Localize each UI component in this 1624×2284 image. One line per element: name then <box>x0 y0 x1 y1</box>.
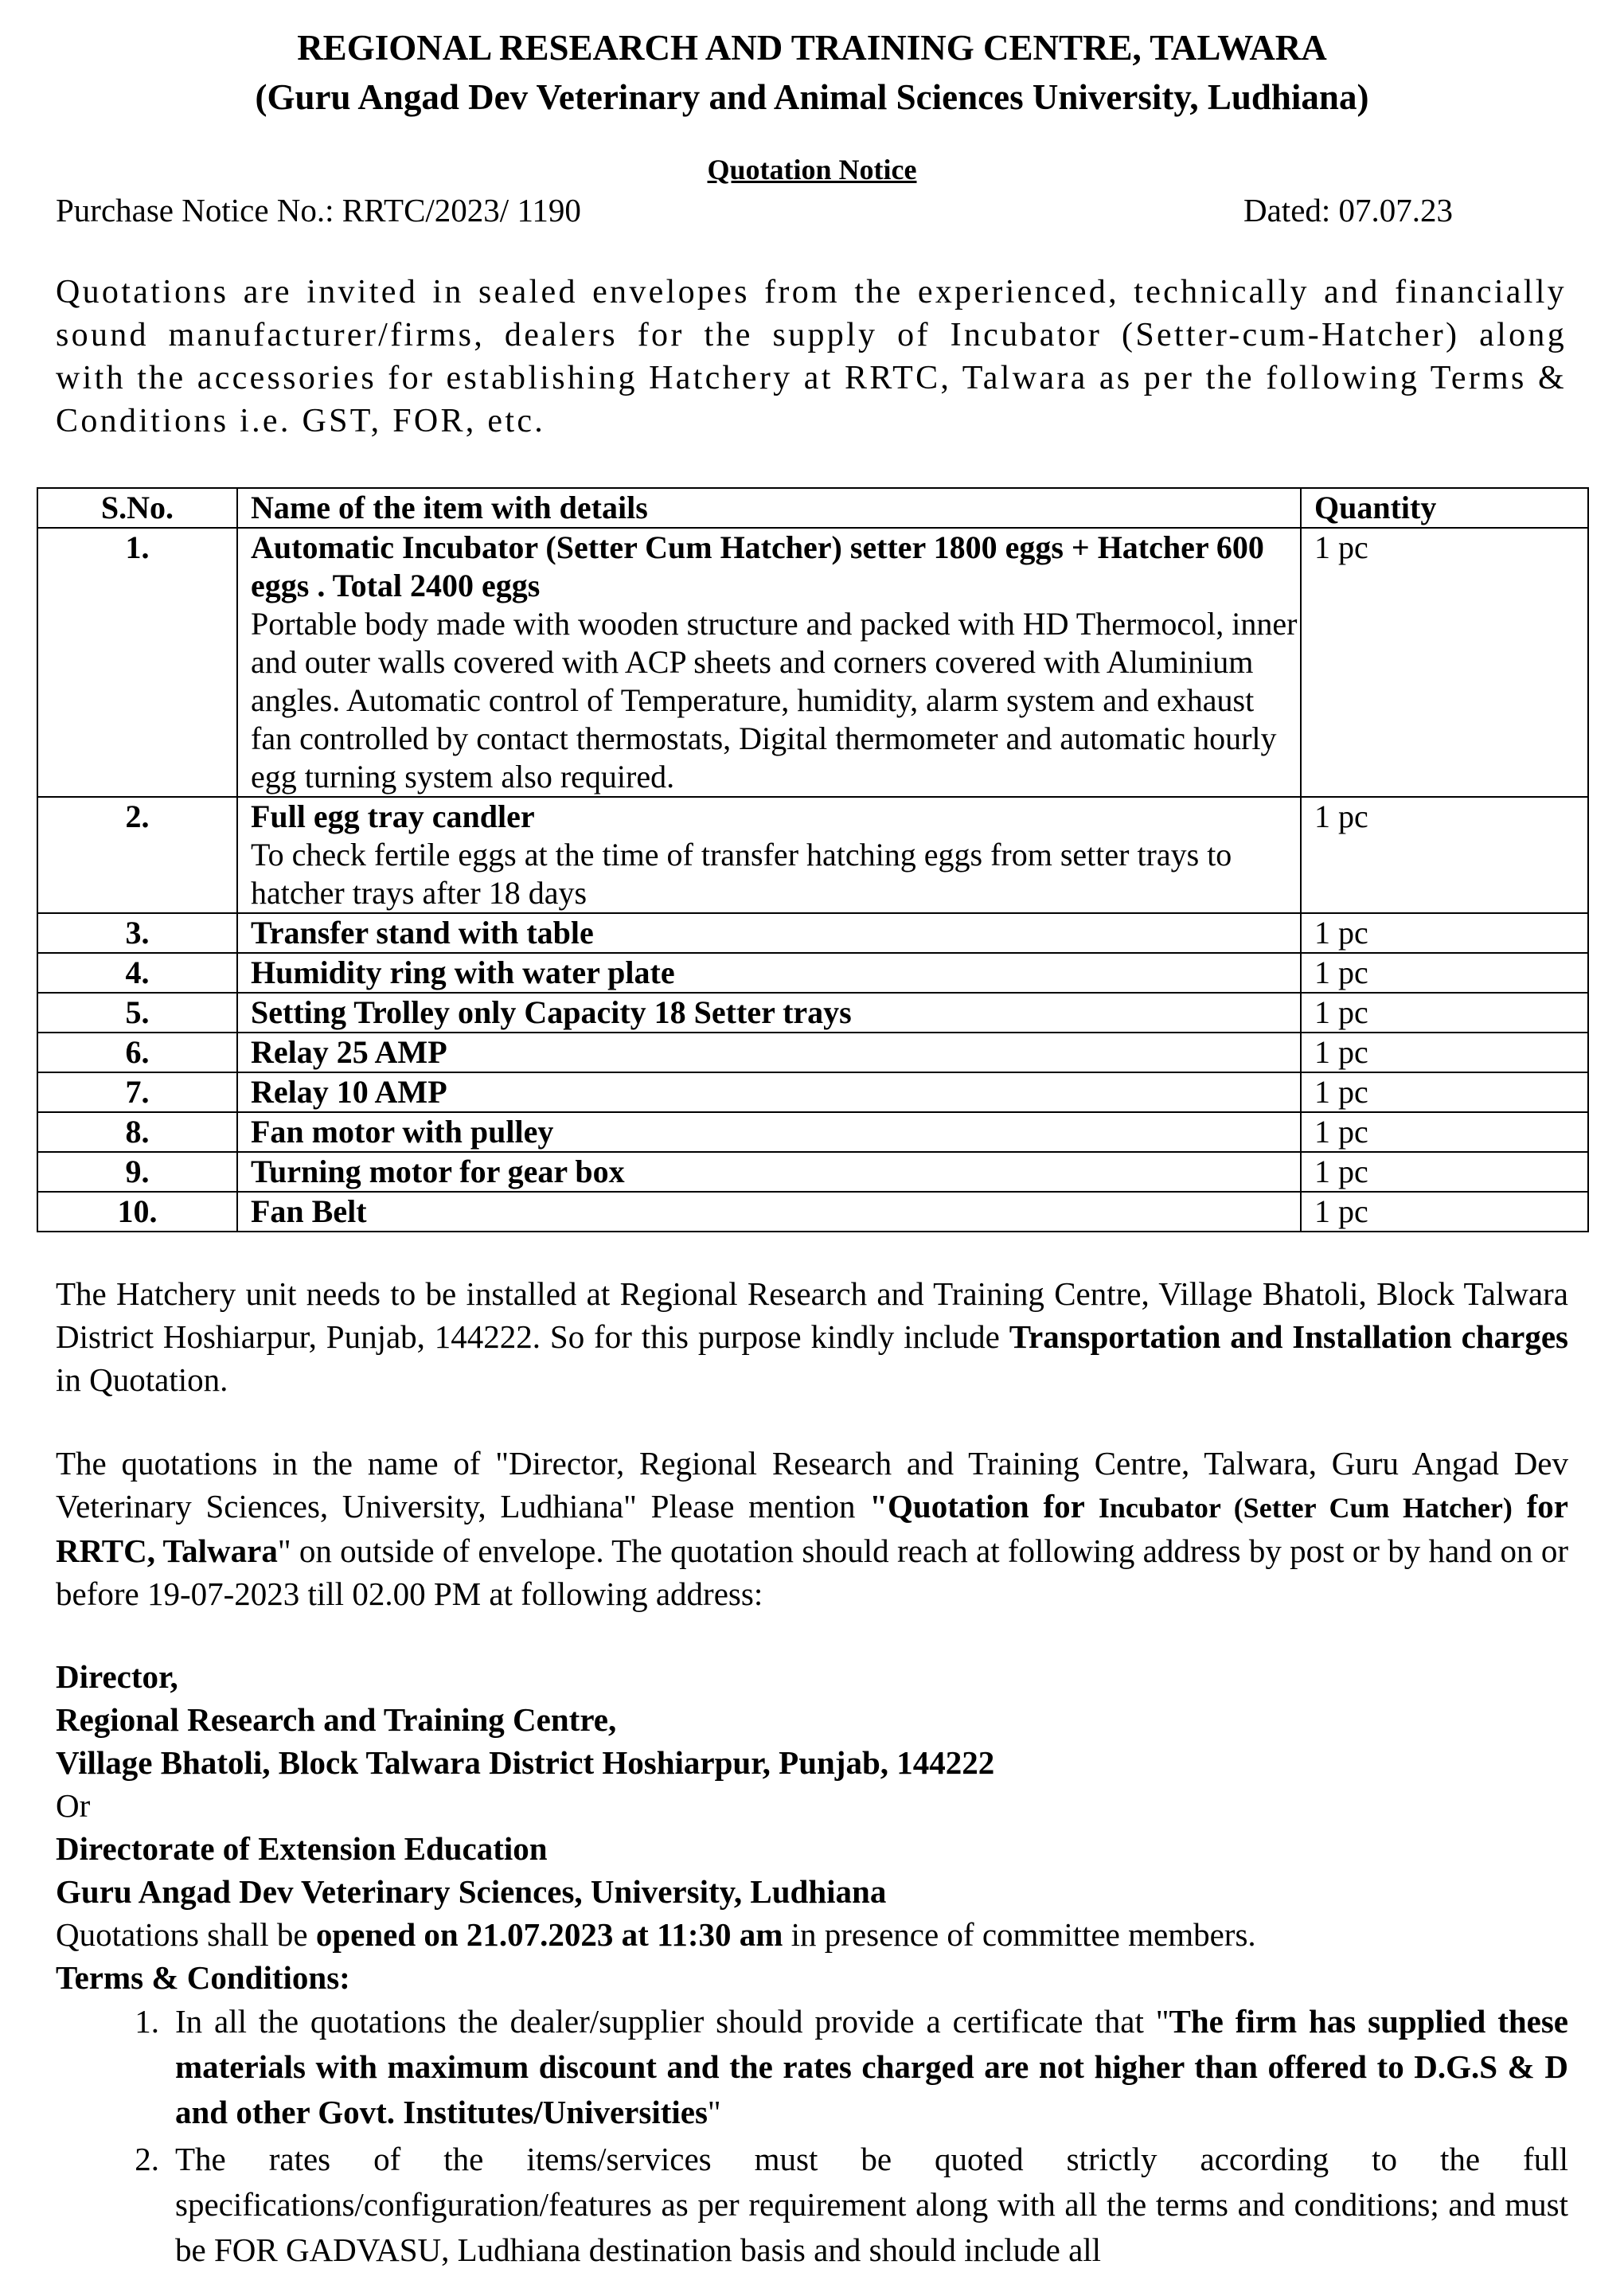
address-line: Regional Research and Training Centre, <box>56 1701 617 1738</box>
row-sno: 10. <box>37 1192 237 1232</box>
row-qty: 1 pc <box>1301 528 1588 797</box>
row-item-name: Fan motor with pulley <box>237 1112 1301 1152</box>
or-separator: Or <box>56 1787 91 1824</box>
table-row <box>37 797 1588 913</box>
row-item-name: Setting Trolley only Capacity 18 Setter trays <box>237 993 1301 1033</box>
quotation-bold-1: "Quotation for <box>869 1488 1099 1525</box>
table-row <box>37 953 1588 993</box>
row-qty: 1 pc <box>1301 1072 1588 1112</box>
notice-type: Quotation Notice <box>707 154 917 185</box>
row-qty: 1 pc <box>1301 1152 1588 1192</box>
quotation-bold-3: for RRTC, Talwara <box>56 1488 1569 1569</box>
table-header-row <box>37 488 1588 528</box>
quotation-paragraph <box>56 1442 1568 1615</box>
opening-end: in presence of committee members. <box>783 1916 1256 1953</box>
address-line: Guru Angad Dev Veterinary Sciences, University, Ludhiana <box>56 1873 887 1910</box>
row-sno: 1. <box>37 528 237 797</box>
terms-list <box>56 1999 1568 2273</box>
table-row <box>37 1033 1588 1072</box>
row-item <box>237 528 1301 797</box>
row-qty: 1 pc <box>1301 1033 1588 1072</box>
table-row <box>37 993 1588 1033</box>
row-sno: 4. <box>37 953 237 993</box>
terms-heading: Terms & Conditions: <box>56 1959 350 1996</box>
row-sno: 2. <box>37 797 237 913</box>
opening-line <box>56 1913 1256 1956</box>
installation-text: The Hatchery unit needs to be installed at Regional Research and Training Centre, Village Bhatoli, Block Talwara District Hoshiarpur, Punjab, 144222. So for this purpose kindly include <box>56 1275 1568 1355</box>
row-item-name: Full egg tray candler <box>251 798 535 834</box>
opening-bold: opened on 21.07.2023 at 11:30 am <box>315 1916 783 1953</box>
table-row <box>37 1192 1588 1232</box>
table-row <box>37 1072 1588 1112</box>
row-item-name: Automatic Incubator (Setter Cum Hatcher) setter 1800 eggs + Hatcher 600 eggs . Total 2400 eggs <box>251 529 1264 603</box>
row-qty: 1 pc <box>1301 1112 1588 1152</box>
row-item-name: Transfer stand with table <box>237 913 1301 953</box>
row-sno: 8. <box>37 1112 237 1152</box>
header-sno: S.No. <box>37 488 237 528</box>
table-row <box>37 1152 1588 1192</box>
quotation-bold-2: Incubator (Setter Cum Hatcher) <box>1098 1492 1513 1524</box>
installation-end: in Quotation. <box>56 1361 228 1398</box>
row-item-name: Humidity ring with water plate <box>237 953 1301 993</box>
row-qty: 1 pc <box>1301 993 1588 1033</box>
row-qty: 1 pc <box>1301 913 1588 953</box>
row-sno: 5. <box>37 993 237 1033</box>
table-row <box>37 913 1588 953</box>
row-item-name: Relay 10 AMP <box>237 1072 1301 1112</box>
table-row <box>37 528 1588 797</box>
document-title: REGIONAL RESEARCH AND TRAINING CENTRE, TALWARA <box>297 28 1327 68</box>
address-line: Village Bhatoli, Block Talwara District Hoshiarpur, Punjab, 144222 <box>56 1744 995 1781</box>
document-subtitle: (Guru Angad Dev Veterinary and Animal Sciences University, Ludhiana) <box>255 77 1369 117</box>
row-sno: 3. <box>37 913 237 953</box>
row-qty: 1 pc <box>1301 1192 1588 1232</box>
address-line: Directorate of Extension Education <box>56 1830 548 1867</box>
term-number: 2. <box>135 2141 159 2177</box>
row-sno: 9. <box>37 1152 237 1192</box>
list-item <box>56 1999 1568 2135</box>
purchase-notice-no: Purchase Notice No.: RRTC/2023/ 1190 <box>56 192 581 228</box>
list-item <box>56 2137 1568 2273</box>
row-qty: 1 pc <box>1301 797 1588 913</box>
row-item-name: Turning motor for gear box <box>237 1152 1301 1192</box>
term-number: 1. <box>135 2003 159 2040</box>
address-line: Director, <box>56 1658 178 1695</box>
intro-paragraph: Quotations are invited in sealed envelopes from the experienced, technically and financially sound manufacturer/firms, dealers for the supply of Incubator (Setter-cum-Hatcher) along with the accessories for establishing Hatchery at RRTC, Talwara as per the following Terms & Conditions i.e. GST, FOR, etc. <box>56 274 1567 439</box>
row-item-details: Portable body made with wooden structure and packed with HD Thermocol, inner and outer walls covered with ACP sheets and corners covered with Aluminium angles. Automatic control of Temperature, humidity, alarm system and exhaust fan controlled by contact thermostats, Digital thermometer and automatic hourly egg turning system also required. <box>251 606 1298 795</box>
row-item-name: Relay 25 AMP <box>237 1033 1301 1072</box>
row-item-details: To check fertile eggs at the time of transfer hatching eggs from setter trays to hatcher trays after 18 days <box>251 837 1232 911</box>
installation-bold: Transportation and Installation charges <box>1009 1318 1568 1355</box>
quotation-text-1: The quotations in the name of "Director, Regional Research and Training Centre, Talwara, Guru Angad Dev Veterinary Sciences, University, Ludhiana" Please mention <box>56 1445 1568 1525</box>
row-item <box>237 797 1301 913</box>
table-row <box>37 1112 1588 1152</box>
row-qty: 1 pc <box>1301 953 1588 993</box>
opening-text: Quotations shall be <box>56 1916 316 1953</box>
header-item-name: Name of the item with details <box>237 488 1301 528</box>
header-quantity: Quantity <box>1301 488 1588 528</box>
quotation-text-2: " on outside of envelope. The quotation should reach at following address by post or by hand on or before 19-07-2023 till 02.00 PM at following address: <box>56 1532 1568 1612</box>
term-text: In all the quotations the dealer/supplier should provide a certificate that "The firm has supplied these materials with maximum discount and the rates charged are not higher than offered to D.G.S & D and other Govt. Institutes/Universities" <box>175 2003 1568 2130</box>
row-item-name: Fan Belt <box>237 1192 1301 1232</box>
items-table <box>37 487 1589 1232</box>
installation-paragraph <box>56 1272 1568 1401</box>
row-sno: 7. <box>37 1072 237 1112</box>
term-text: The rates of the items/services must be quoted strictly according to the full specifications/configuration/features as per requirement along with all the terms and conditions; and must be FOR GADVASU, Ludhiana destination basis and should include all <box>175 2141 1568 2268</box>
row-sno: 6. <box>37 1033 237 1072</box>
notice-date: Dated: 07.07.23 <box>1243 192 1454 228</box>
